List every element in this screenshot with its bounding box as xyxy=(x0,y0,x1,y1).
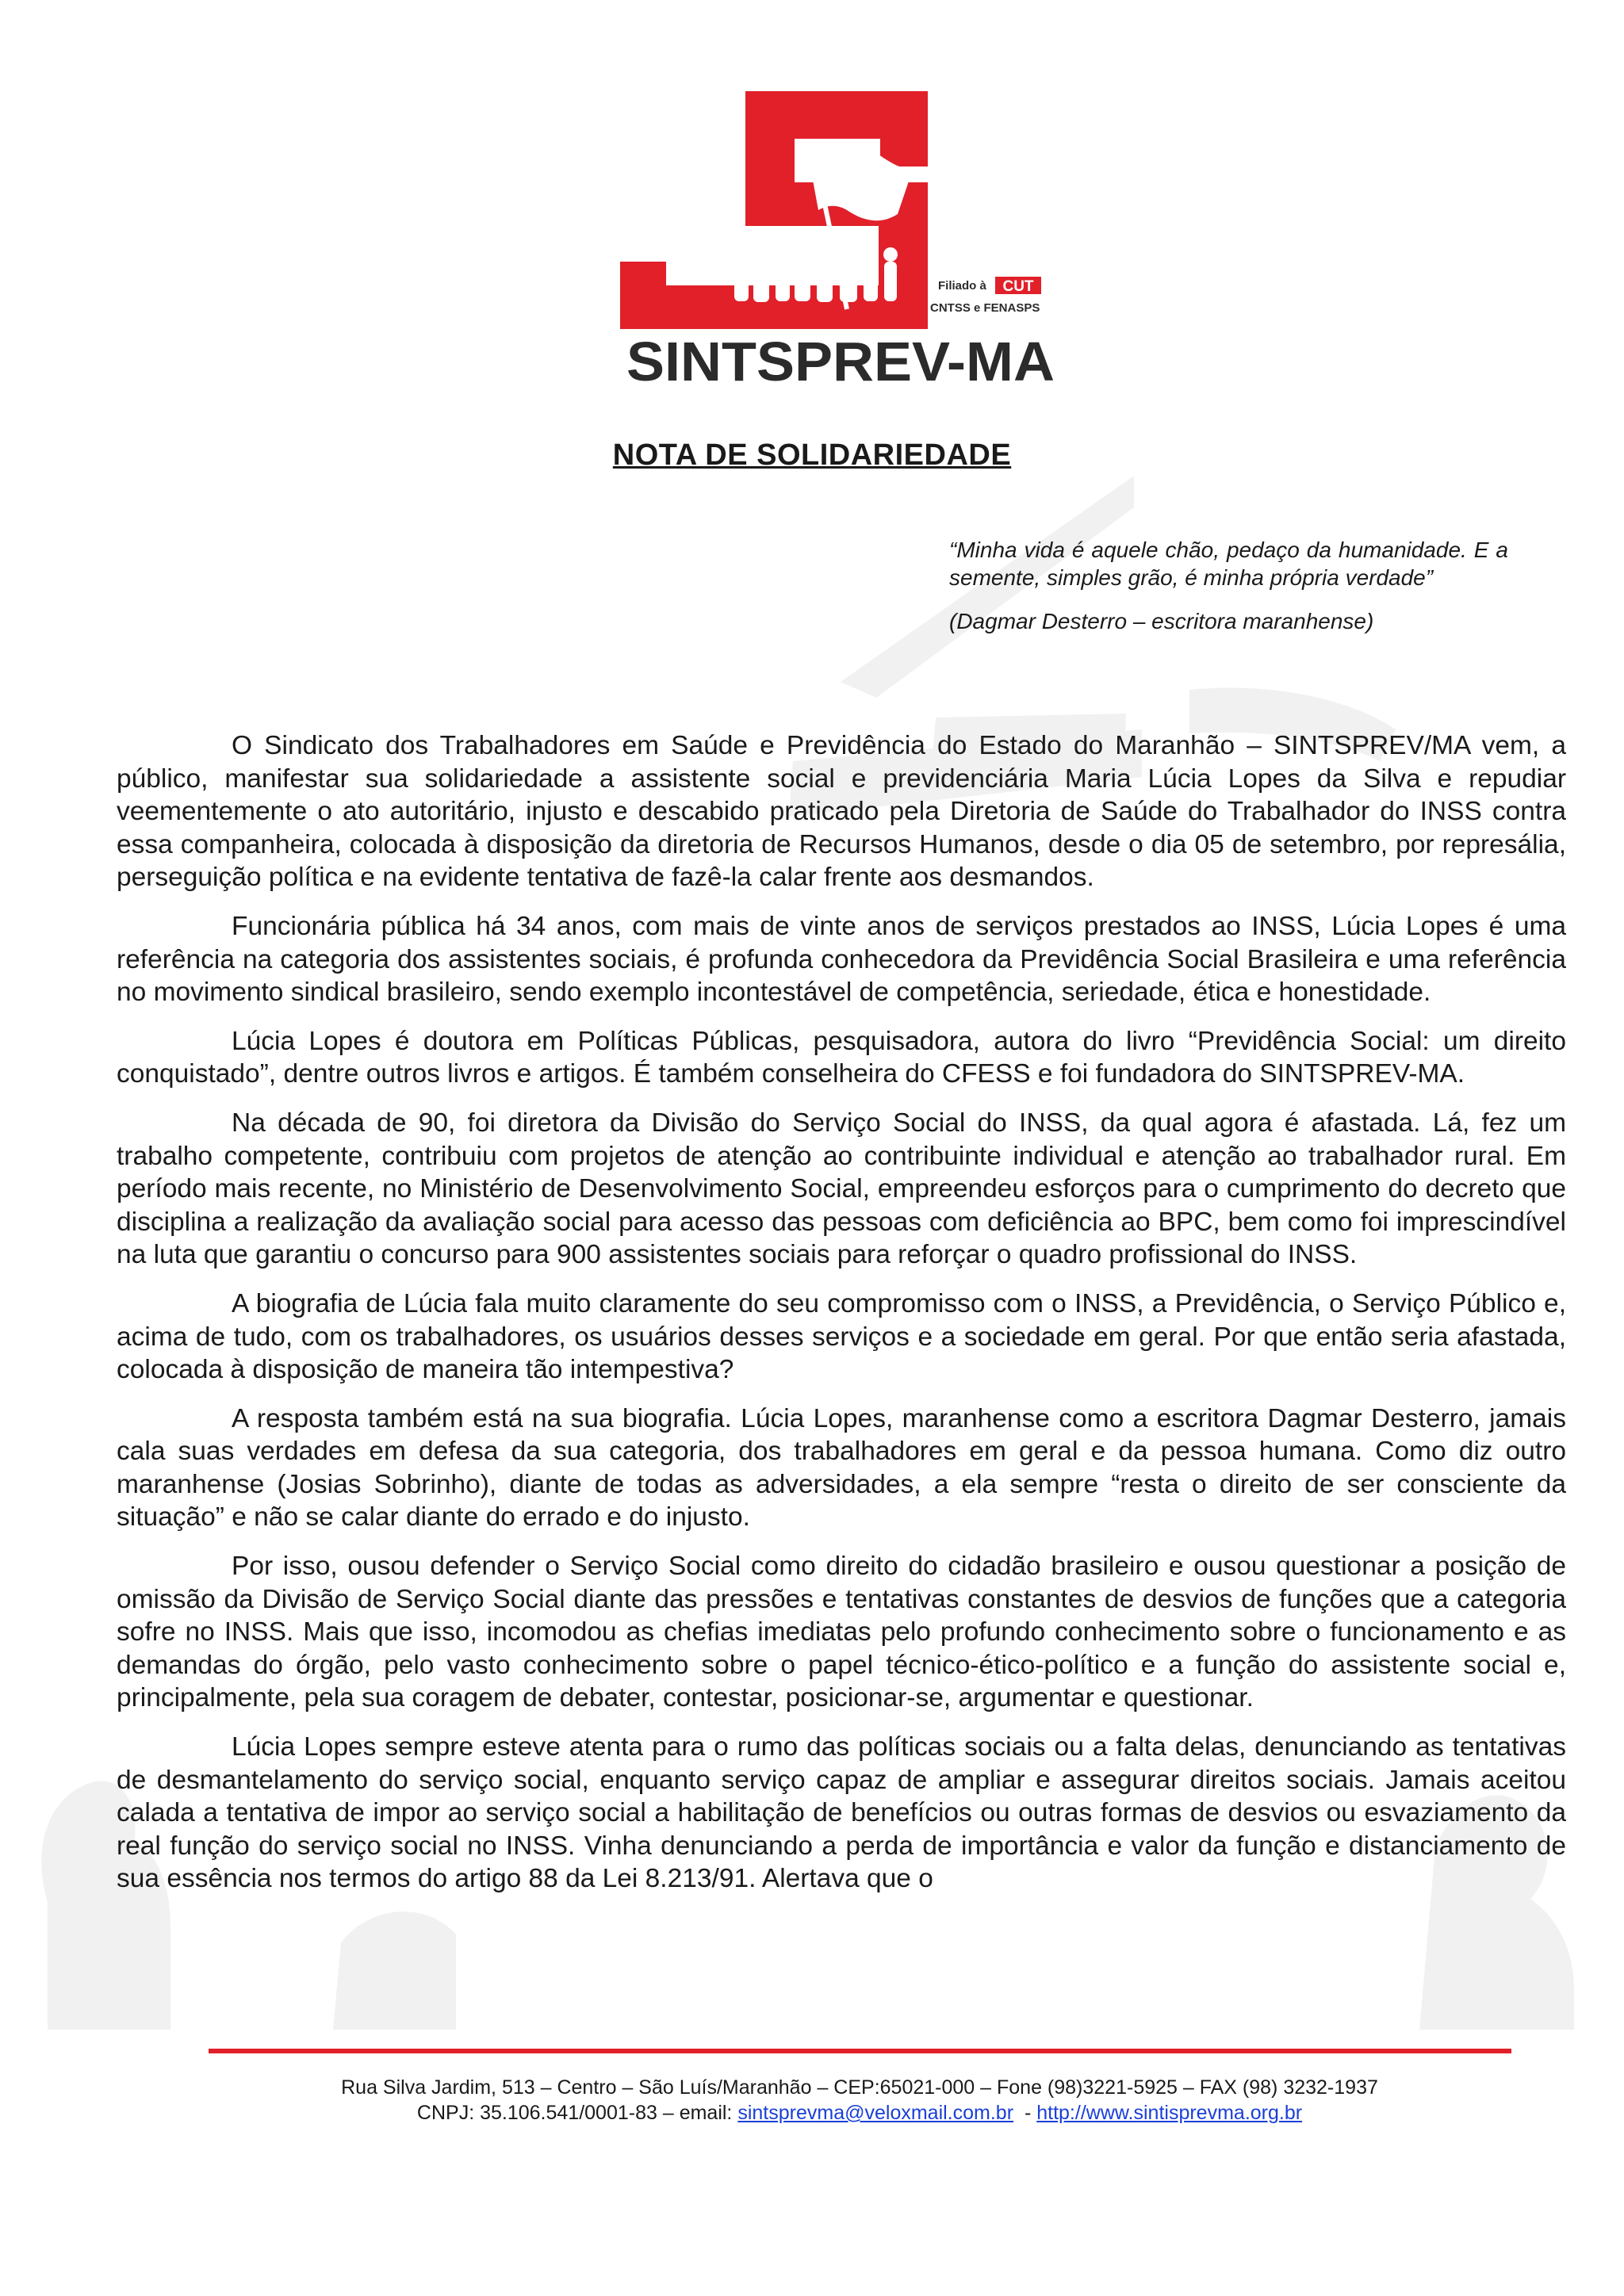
affiliation-label: Filiado à xyxy=(938,279,986,293)
body-paragraph: Por isso, ousou defender o Serviço Social como direito do cidadão brasileiro e ousou questionar a posição de omissão da Divisão de Serviço Social diante das pressões e tentativas constantes de desvios de funções que a categoria sofre no INSS. Mais que isso, incomodou as chefias imediatas pelo profundo conhecimento sobre o funcionamento e as demandas do órgão, pelo vasto conhecimento sobre o papel técnico-ético-político e a função do assistente social e, principalmente, pela sua coragem de debater, contestar, posicionar-se, argumentar e questionar. xyxy=(117,1552,1566,1713)
epigraph-attribution: (Dagmar Desterro – escritora maranhense) xyxy=(949,609,1374,633)
footer-divider xyxy=(209,2049,1511,2053)
logo-wordmark: SINTSPREV-MA xyxy=(626,331,1055,392)
body-paragraph: A biografia de Lúcia fala muito claramente do seu compromisso com o INSS, a Previdência, o Serviço Público e, acima de tudo, com os trabalhadores, os usuários desses serviços e a sociedade em geral. Por que então seria afastada, colocada à disposição de maneira tão intempestiva? xyxy=(117,1288,1566,1385)
sintsprev-logo xyxy=(619,91,1063,392)
body-paragraph: A resposta também está na sua biografia. Lúcia Lopes, maranhense como a escritora Dagmar Desterro, jamais cala suas verdades em defesa da sua categoria, dos trabalhadores em geral e da pessoa humana. Como diz outro maranhense (Josias Sobrinho), diante de todas as adversidades, a ela sempre “resta o direito de ser consciente da situação” e não se calar diante do errado e do injusto. xyxy=(117,1403,1566,1533)
footer-contact xyxy=(238,2100,1481,2126)
document-title: NOTA DE SOLIDARIEDADE xyxy=(612,438,1012,472)
body-paragraph: Lúcia Lopes sempre esteve atenta para o rumo das políticas sociais ou a falta delas, denunciando as tentativas de desmantelamento do serviço social, enquanto serviço capaz de ampliar e assegurar direitos sociais. Jamais aceitou calada a tentativa de impor ao serviço social a habilitação de benefícios ou outras formas de desvios ou esvaziamento da real função do serviço social no INSS. Vinha denunciando a perda de importância e valor da função e distanciamento de sua essência nos termos do artigo 88 da Lei 8.213/91. Alertava que o xyxy=(117,1732,1566,1894)
footer-address: Rua Silva Jardim, 513 – Centro – São Luís/Maranhão – CEP:65021-000 – Fone (98)3221-5925 – FAX (98) 3232-1937 xyxy=(341,2076,1378,2099)
cut-badge-label: CUT xyxy=(1002,278,1034,295)
footer-separator: - xyxy=(1024,2102,1032,2124)
website-link[interactable]: http://www.sintisprevma.org.br xyxy=(1036,2102,1303,2124)
body-paragraph: Lúcia Lopes é doutora em Políticas Públicas, pesquisadora, autora do livro “Previdência Social: um direito conquistado”, dentre outros livros e artigos. É também conselheira do CFESS e foi fundadora do SINTSPREV-MA. xyxy=(117,1026,1566,1089)
affiliation-federations: CNTSS e FENASPS xyxy=(930,301,1040,315)
footer-cnpj: CNPJ: 35.106.541/0001-83 – email: xyxy=(416,2102,733,2124)
epigraph-quote: “Minha vida é aquele chão, pedaço da humanidade. E a semente, simples grão, é minha própria verdade” xyxy=(949,538,1508,590)
footer xyxy=(238,2075,1481,2126)
body-paragraph: Na década de 90, foi diretora da Divisão do Serviço Social do INSS, da qual agora é afastada. Lá, fez um trabalho competente, contribuiu com projetos de atenção ao contribuinte individual e atenção ao trabalhador rural. Em período mais recente, no Ministério de Desenvolvimento Social, empreendeu esforços para o cumprimento do decreto que disciplina a realização da avaliação social para acesso das pessoas com deficiência ao BPC, bem como foi imprescindível na luta que garantiu o concurso para 900 assistentes sociais para reforçar o quadro profissional do INSS. xyxy=(117,1108,1566,1270)
body-paragraph: O Sindicato dos Trabalhadores em Saúde e Previdência do Estado do Maranhão – SINTSPREV/MA vem, a público, manifestar sua solidariedade a assistente social e previdenciária Maria Lúcia Lopes da Silva e repudiar veementemente o ato autoritário, injusto e descabido praticado pela Diretoria de Saúde do Trabalhador do INSS contra essa companheira, colocada à disposição da diretoria de Recursos Humanos, desde o dia 05 de setembro, por represália, perseguição política e na evidente tentativa de fazê-la calar frente aos desmandos. xyxy=(117,731,1566,893)
email-link[interactable]: sintsprevma@veloxmail.com.br xyxy=(737,2102,1014,2124)
document-body xyxy=(117,729,1566,1911)
epigraph xyxy=(949,536,1508,635)
body-paragraph: Funcionária pública há 34 anos, com mais de vinte anos de serviços prestados ao INSS, Lúcia Lopes é uma referência na categoria dos assistentes sociais, é profunda conhecedora da Previdência Social Brasileira e uma referência no movimento sindical brasileiro, sendo exemplo incontestável de competência, seriedade, ética e honestidade. xyxy=(117,911,1566,1008)
